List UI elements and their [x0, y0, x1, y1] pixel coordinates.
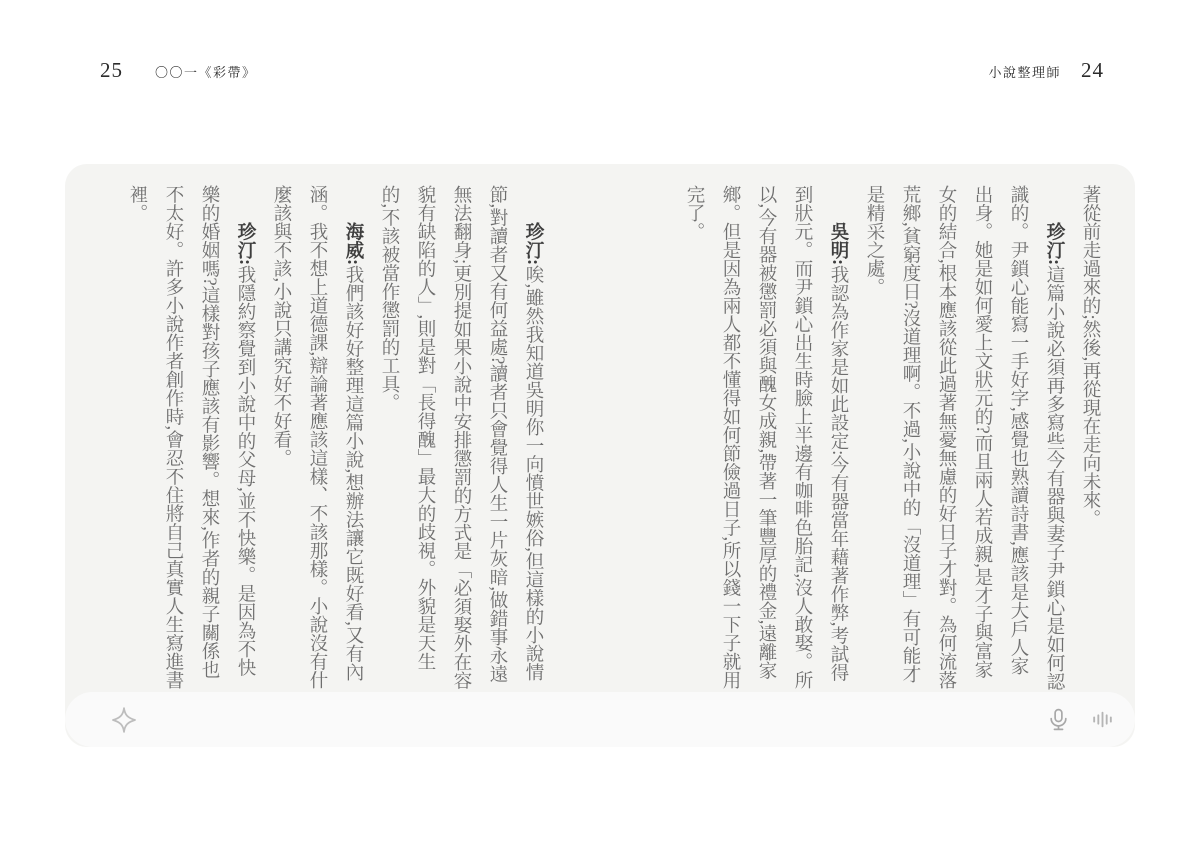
book-page-25 [118, 185, 551, 692]
paragraph [263, 185, 371, 692]
paragraph [119, 185, 263, 692]
left-book-title: 〇〇一《彩帶》 [155, 65, 257, 80]
left-page-number: 25 [100, 58, 123, 82]
speaker-name: 海威: [343, 222, 363, 266]
header-left [100, 58, 257, 83]
paragraph [856, 185, 1072, 692]
paragraph [1072, 185, 1108, 692]
speaker-name: 珍汀: [1044, 222, 1064, 266]
right-page-number: 24 [1081, 58, 1104, 82]
waveform-icon[interactable] [1086, 703, 1119, 736]
assistant-bar-actions [1041, 702, 1119, 737]
paragraph-text: 我認為作家是如此設定:今有器當年藉著作弊,考試得到狀元。而尹鎖心出生時臉上半邊有咖啡色胎記,沒人敢娶。所以,今有器被懲罰必須與醜女成親,帶著一筆豐厚的禮金,遠離家鄉。但是因為兩人都不懂得如何節儉過日子,所以錢一下子就用完了。 [684, 185, 848, 690]
header-right [988, 58, 1104, 83]
sparkle-icon[interactable] [105, 701, 143, 739]
reader-card [65, 164, 1135, 747]
paragraph-text: 著從前走過來的;然後,再從現在走向未來。 [1080, 185, 1100, 528]
paragraph [371, 185, 551, 692]
paragraph [676, 185, 856, 692]
speaker-name: 珍汀: [235, 222, 255, 266]
assistant-input-bar[interactable] [65, 692, 1135, 747]
reader-header [100, 58, 1104, 83]
mic-icon[interactable] [1041, 702, 1076, 737]
paragraph-text: 這篇小說必須再多寫些今有器與妻子尹鎖心是如何認識的。尹鎖心能寫一手好字,感覺也熟讀詩書,應該是大戶人家出身。她是如何愛上文狀元的?而且兩人若成親,是才子與富家女的結合,根本應該從此過著無憂無慮的好日子才對。為何流落荒鄉,貧窮度日?沒道理啊。不過,小說中的「沒道理」有可能才是精采之處。 [864, 185, 1064, 691]
book-spread [65, 185, 1135, 692]
speaker-name: 珍汀: [523, 222, 543, 266]
right-book-title: 小說整理師 [988, 65, 1061, 80]
paragraph-text: 唉,雖然我知道吳明你一向憤世嫉俗,但這樣的小說情節,對讀者又有何益處?讀者只會覺得人生一片灰暗,做錯事永遠無法翻身;更別提如果小說中安排懲罰的方式是「必須娶外在容貌有缺陷的人」,則是對「長得醜」最大的歧視。外貌是天生的,不該被當作懲罰的工具。 [379, 185, 543, 690]
book-page-24 [675, 185, 1108, 692]
paragraph-text: 我們該好好整理這篇小說,想辦法讓它既好看,又有內涵。我不想上道德課,辯論著應該這樣、不該那樣。小說沒有什麼該與不該,小說只講究好不好看。 [271, 185, 363, 690]
paragraph-text: 我隱約察覺到小說中的父母,並不快樂。是因為不快樂的婚姻嗎?這樣對孩子應該有影響。想來,作者的親子關係也不太好。許多小說作者創作時,會忍不住將自己真實人生寫進書裡。 [127, 185, 255, 690]
speaker-name: 吳明: [828, 222, 848, 266]
